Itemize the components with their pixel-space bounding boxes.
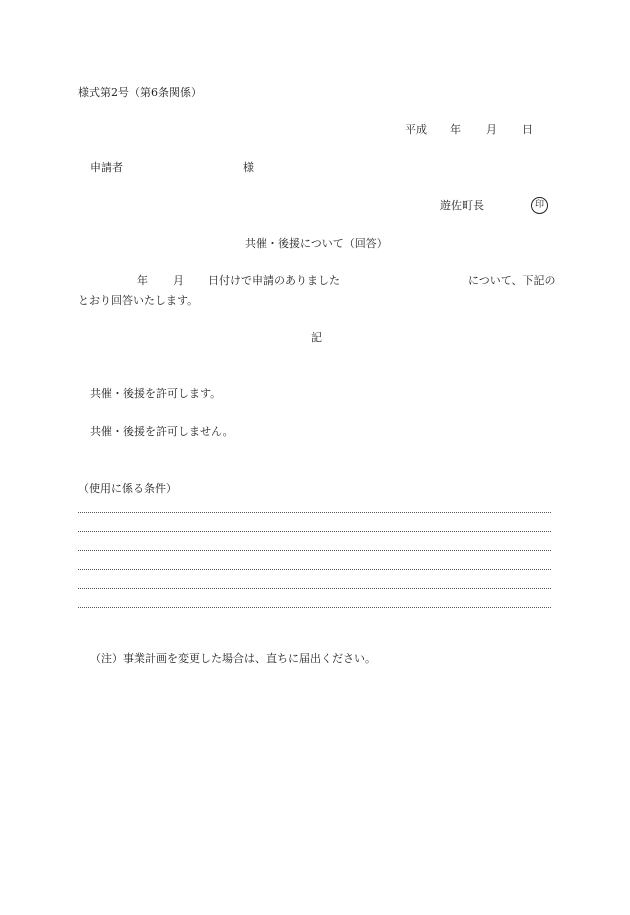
note: （注）事業計画を変更した場合は、直ちに届出ください。 bbox=[90, 652, 376, 665]
ki-heading: 記 bbox=[311, 331, 322, 344]
date-era: 平成 bbox=[405, 123, 427, 136]
condition-line bbox=[78, 512, 551, 513]
body-phrase-2: について、下記の bbox=[468, 274, 556, 287]
body-month: 月 bbox=[173, 274, 184, 287]
form-number: 様式第2号（第6条関係） bbox=[78, 86, 202, 99]
condition-line bbox=[78, 531, 551, 532]
option-deny: 共催・後援を許可しません。 bbox=[90, 425, 234, 438]
applicant-honorific: 様 bbox=[243, 161, 254, 174]
date-month: 月 bbox=[486, 123, 497, 136]
date-day: 日 bbox=[522, 123, 533, 136]
option-permit: 共催・後援を許可します。 bbox=[90, 387, 222, 400]
date-year: 年 bbox=[450, 123, 461, 136]
seal-stamp: 印 bbox=[531, 197, 548, 214]
condition-line bbox=[78, 569, 551, 570]
body-line-2: とおり回答いたします。 bbox=[78, 294, 199, 307]
condition-line bbox=[78, 550, 551, 551]
condition-line bbox=[78, 588, 551, 589]
document-title: 共催・後援について（回答） bbox=[245, 237, 388, 250]
body-phrase-1: 日付けで申請のありました bbox=[208, 274, 340, 287]
applicant-label: 申請者 bbox=[90, 161, 123, 174]
conditions-label: （使用に係る条件） bbox=[78, 482, 177, 495]
issuer-title: 遊佐町長 bbox=[440, 199, 484, 212]
condition-line bbox=[78, 607, 551, 608]
body-year: 年 bbox=[137, 274, 148, 287]
